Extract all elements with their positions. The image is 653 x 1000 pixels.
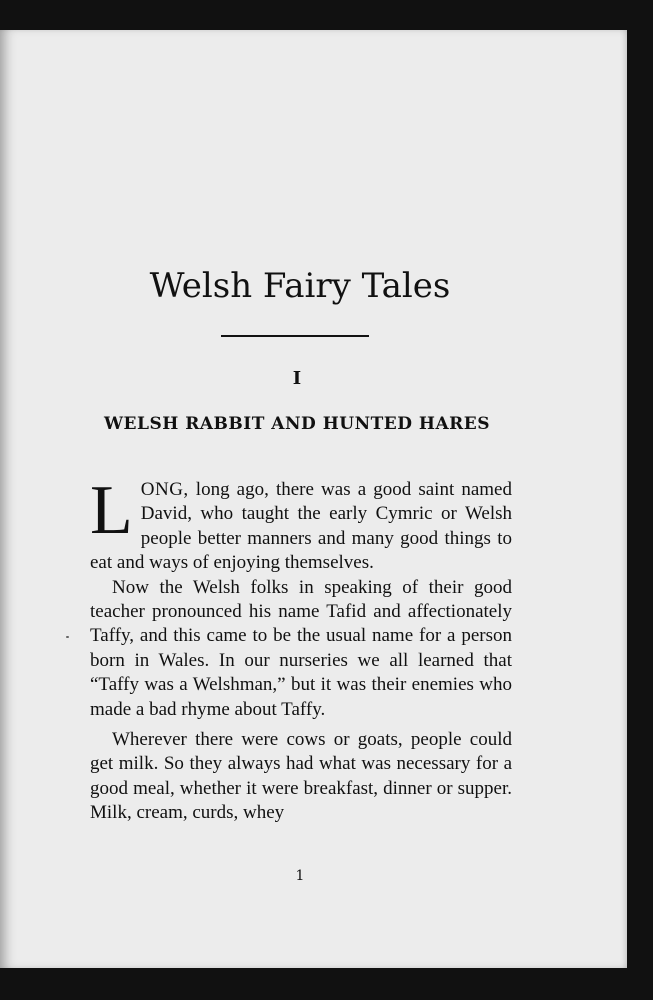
paragraph-2: Now the Welsh folks in speaking of their good teacher pronounced his name Tafid and affectionately Taffy, and this came to be the usual name for a person born in Wales. In our nurseries we all learned that “Taffy was a Welshman,” but it was their enemies who made a bad rhyme about Taffy. [90, 576, 512, 720]
first-word: ONG, [140, 479, 189, 500]
drop-cap: L [90, 472, 133, 549]
paragraph-1 [90, 472, 512, 576]
paragraph-3: Wherever there were cows or goats, people could get milk. So they always had what was necessary for a good meal, whether it were breakfast, dinner or supper. Milk, cream, curds, whey [90, 729, 512, 824]
title-rule [221, 335, 369, 337]
paper-speck [66, 636, 69, 638]
book-page [0, 30, 627, 968]
body-text [90, 472, 512, 826]
chapter-title: WELSH RABBIT AND HUNTED HARES [103, 414, 491, 434]
paragraph-1-text: long ago, there was a good saint named David, who taught the early Cymric or Welsh people better manners and many good things to eat and ways of enjoying themselves. [90, 479, 512, 574]
chapter-number: I [292, 368, 302, 389]
book-title: Welsh Fairy Tales [149, 266, 451, 306]
page-number: 1 [295, 868, 305, 884]
